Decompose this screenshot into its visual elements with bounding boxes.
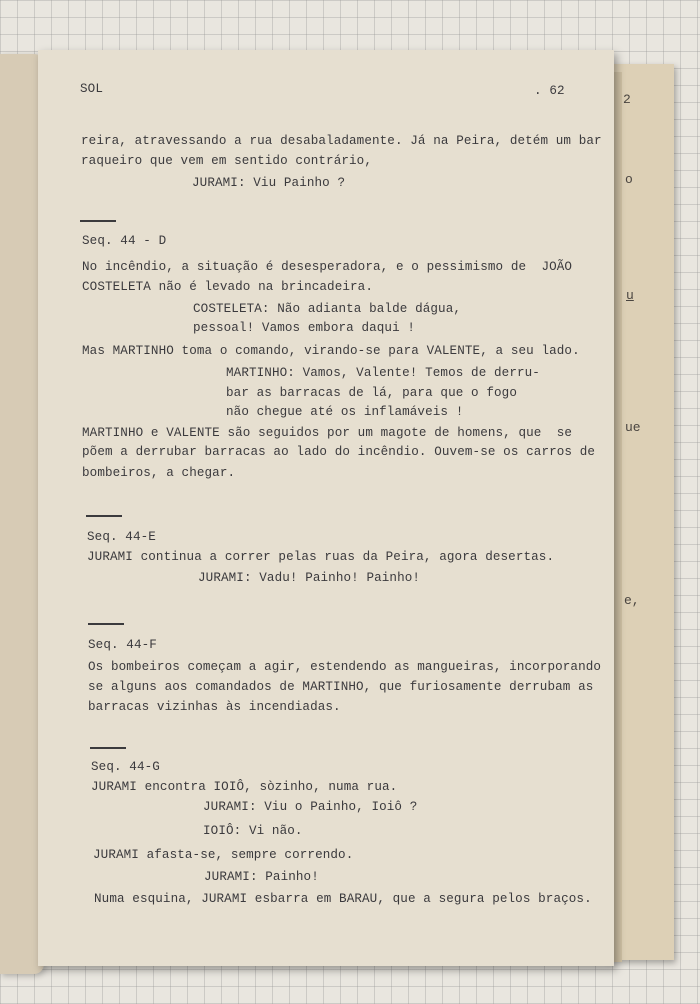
text-line: raqueiro que vem em sentido contrário, — [81, 154, 372, 168]
section-rule — [88, 623, 124, 625]
margin-fragment: u — [626, 288, 634, 303]
dialogue-line: bar as barracas de lá, para que o fogo — [226, 386, 517, 400]
margin-fragment: 2 — [623, 92, 631, 107]
dialogue-line: JURAMI: Vadu! Painho! Painho! — [198, 571, 421, 585]
section-rule — [90, 747, 126, 749]
text-line: No incêndio, a situação é desesperadora, e o pessimismo de JOÃO — [82, 260, 573, 274]
text-line: Os bombeiros começam a agir, estendendo as mangueiras, incorporando — [88, 660, 602, 674]
section-rule — [86, 515, 122, 517]
text-line: se alguns aos comandados de MARTINHO, que furiosamente derrubam as — [88, 680, 594, 694]
dialogue-line: JURAMI: Viu o Painho, Ioiô ? — [203, 800, 418, 814]
sequence-heading: Seq. 44 - D — [82, 234, 167, 248]
script-page — [38, 50, 614, 966]
sequence-heading: Seq. 44-G — [91, 760, 160, 774]
dialogue-line: MARTINHO: Vamos, Valente! Temos de derru- — [226, 366, 540, 380]
text-line: JURAMI afasta-se, sempre correndo. — [93, 848, 354, 862]
margin-fragment: o — [625, 172, 633, 187]
header-title: SOL — [80, 82, 103, 96]
text-line: bombeiros, a chegar. — [82, 466, 236, 480]
margin-fragment: ue — [625, 420, 641, 435]
text-line: põem a derrubar barracas ao lado do incêndio. Ouvem-se os carros de — [82, 445, 596, 459]
text-line: MARTINHO e VALENTE são seguidos por um magote de homens, que se — [82, 426, 573, 440]
text-line: JURAMI continua a correr pelas ruas da Peira, agora desertas. — [87, 550, 555, 564]
dialogue-line: COSTELETA: Não adianta balde dágua, — [193, 302, 462, 316]
dialogue-line: IOIÔ: Vi não. — [203, 824, 303, 838]
section-rule — [80, 220, 116, 222]
margin-fragment: e, — [624, 593, 640, 608]
sequence-heading: Seq. 44-E — [87, 530, 156, 544]
text-line: JURAMI encontra IOIÔ, sòzinho, numa rua. — [91, 780, 398, 794]
dialogue-line: não chegue até os inflamáveis ! — [226, 405, 464, 419]
text-line: barracas vizinhas às incendiadas. — [88, 700, 341, 714]
text-line: COSTELETA não é levado na brincadeira. — [82, 280, 373, 294]
text-line: reira, atravessando a rua desabaladamente. Já na Peira, detém um bar — [81, 134, 602, 148]
dialogue-line: JURAMI: Painho! — [204, 870, 319, 884]
sequence-heading: Seq. 44-F — [88, 638, 157, 652]
page-number: . 62 — [534, 84, 565, 98]
dialogue-line: JURAMI: Viu Painho ? — [192, 176, 346, 190]
text-line: Mas MARTINHO toma o comando, virando-se para VALENTE, a seu lado. — [82, 344, 580, 358]
text-line: Numa esquina, JURAMI esbarra em BARAU, que a segura pelos braços. — [94, 892, 592, 906]
dialogue-line: pessoal! Vamos embora daqui ! — [193, 321, 416, 335]
